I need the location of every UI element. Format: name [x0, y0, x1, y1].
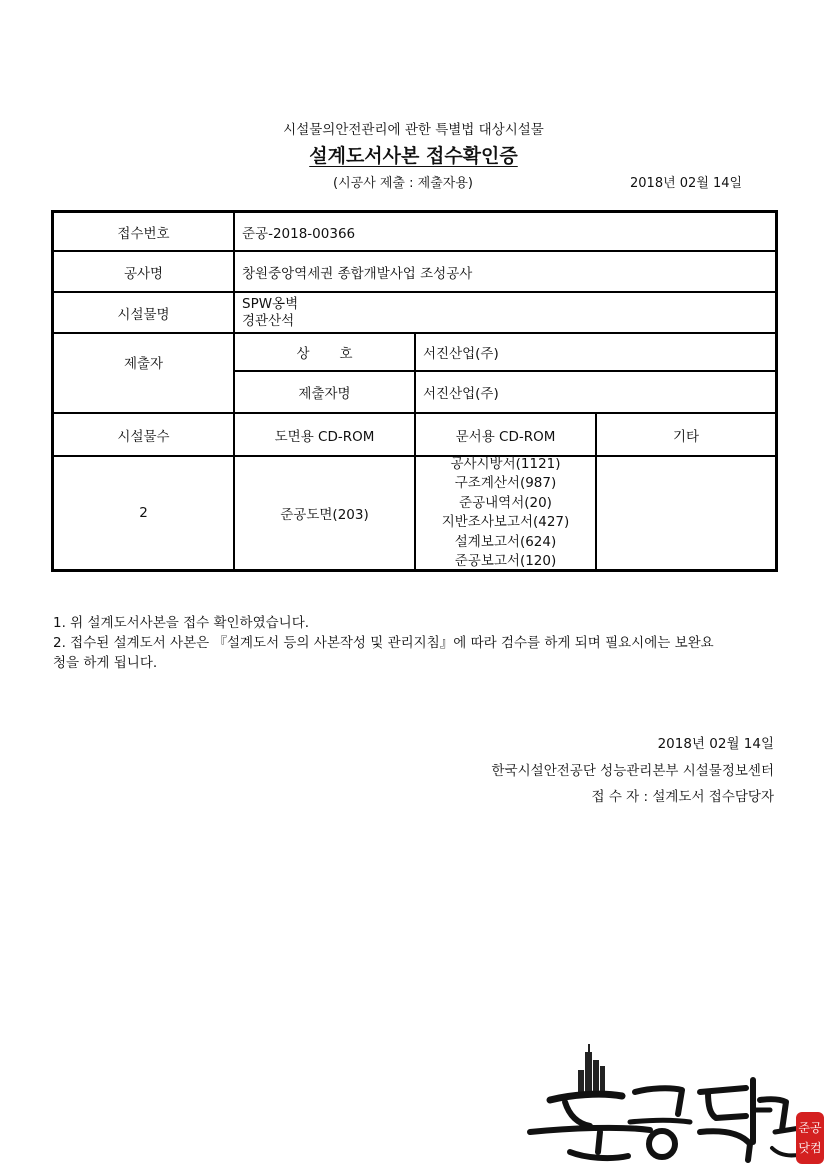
facility-line-1: SPW옹벽: [242, 295, 299, 312]
note-1: 1. 위 설계도서사본을 접수 확인하였습니다.: [53, 615, 310, 631]
doc-item: 지반조사보고서(427): [441, 514, 570, 530]
svg-text:닷컴: 닷컴: [798, 1141, 822, 1155]
project-value: 창원중앙역세권 종합개발사업 조성공사: [242, 265, 473, 282]
receipt-no-value: 준공-2018-00366: [242, 225, 356, 242]
count-value: 2: [139, 505, 148, 521]
doc-item: 설계보고서(624): [454, 533, 557, 550]
facility-line-2: 경관산석: [242, 312, 295, 329]
receipt-table: [51, 210, 778, 572]
etc-value: [597, 457, 775, 569]
doc-items-list: [416, 457, 595, 569]
title-text: 설계도서사본 접수확인증: [309, 145, 518, 167]
doc-item: 준공보고서(120): [454, 553, 557, 569]
junggong-logo: [510, 1040, 827, 1169]
drawing-cd-label: 도면용 CD-ROM: [274, 428, 375, 445]
note-3: 청을 하게 됩니다.: [53, 655, 158, 671]
facility-label: 시설물명: [117, 306, 170, 323]
project-label: 공사명: [123, 265, 164, 282]
svg-text:준공: 준공: [798, 1121, 822, 1135]
doc-cd-label: 문서용 CD-ROM: [455, 428, 556, 445]
etc-label: 기타: [672, 428, 700, 445]
company-value: 서진산업(주): [423, 346, 499, 362]
red-seal-stamp: [796, 1112, 824, 1164]
calligraphy-strokes: [530, 1080, 810, 1160]
drawing-item: 준공도면(203): [280, 507, 369, 523]
facility-value: [242, 293, 772, 332]
receipt-no-label: 접수번호: [117, 225, 170, 242]
document-title: [0, 141, 827, 168]
footer-receiver: 접 수 자 : 설계도서 접수담당자: [591, 789, 774, 805]
copy-type-label: (시공사 제출 : 제출자용): [333, 176, 473, 191]
submitter-name-label: 제출자명: [298, 386, 351, 402]
note-2: 2. 접수된 설계도서 사본은 『설계도서 등의 사본작성 및 관리지침』에 따라 검수를 하게 되며 필요시에는 보완요: [53, 635, 714, 651]
submitter-name-value: 서진산업(주): [423, 386, 499, 402]
building-icon: [578, 1044, 605, 1092]
company-label: 상 호: [296, 346, 353, 362]
doc-item: 공사시방서(1121): [450, 455, 561, 472]
footer-date: 2018년 02월 14일: [657, 736, 774, 752]
doc-item: 준공내역서(20): [459, 494, 552, 511]
issue-date: 2018년 02월 14일: [630, 176, 743, 191]
submitter-label: 제출자: [123, 356, 164, 372]
document-subtitle: 시설물의안전관리에 관한 특별법 대상시설물: [283, 122, 544, 138]
doc-item: 구조계산서(987): [454, 475, 557, 491]
footer-org: 한국시설안전공단 성능관리본부 시설물정보센터: [491, 763, 774, 779]
count-label: 시설물수: [117, 428, 170, 445]
